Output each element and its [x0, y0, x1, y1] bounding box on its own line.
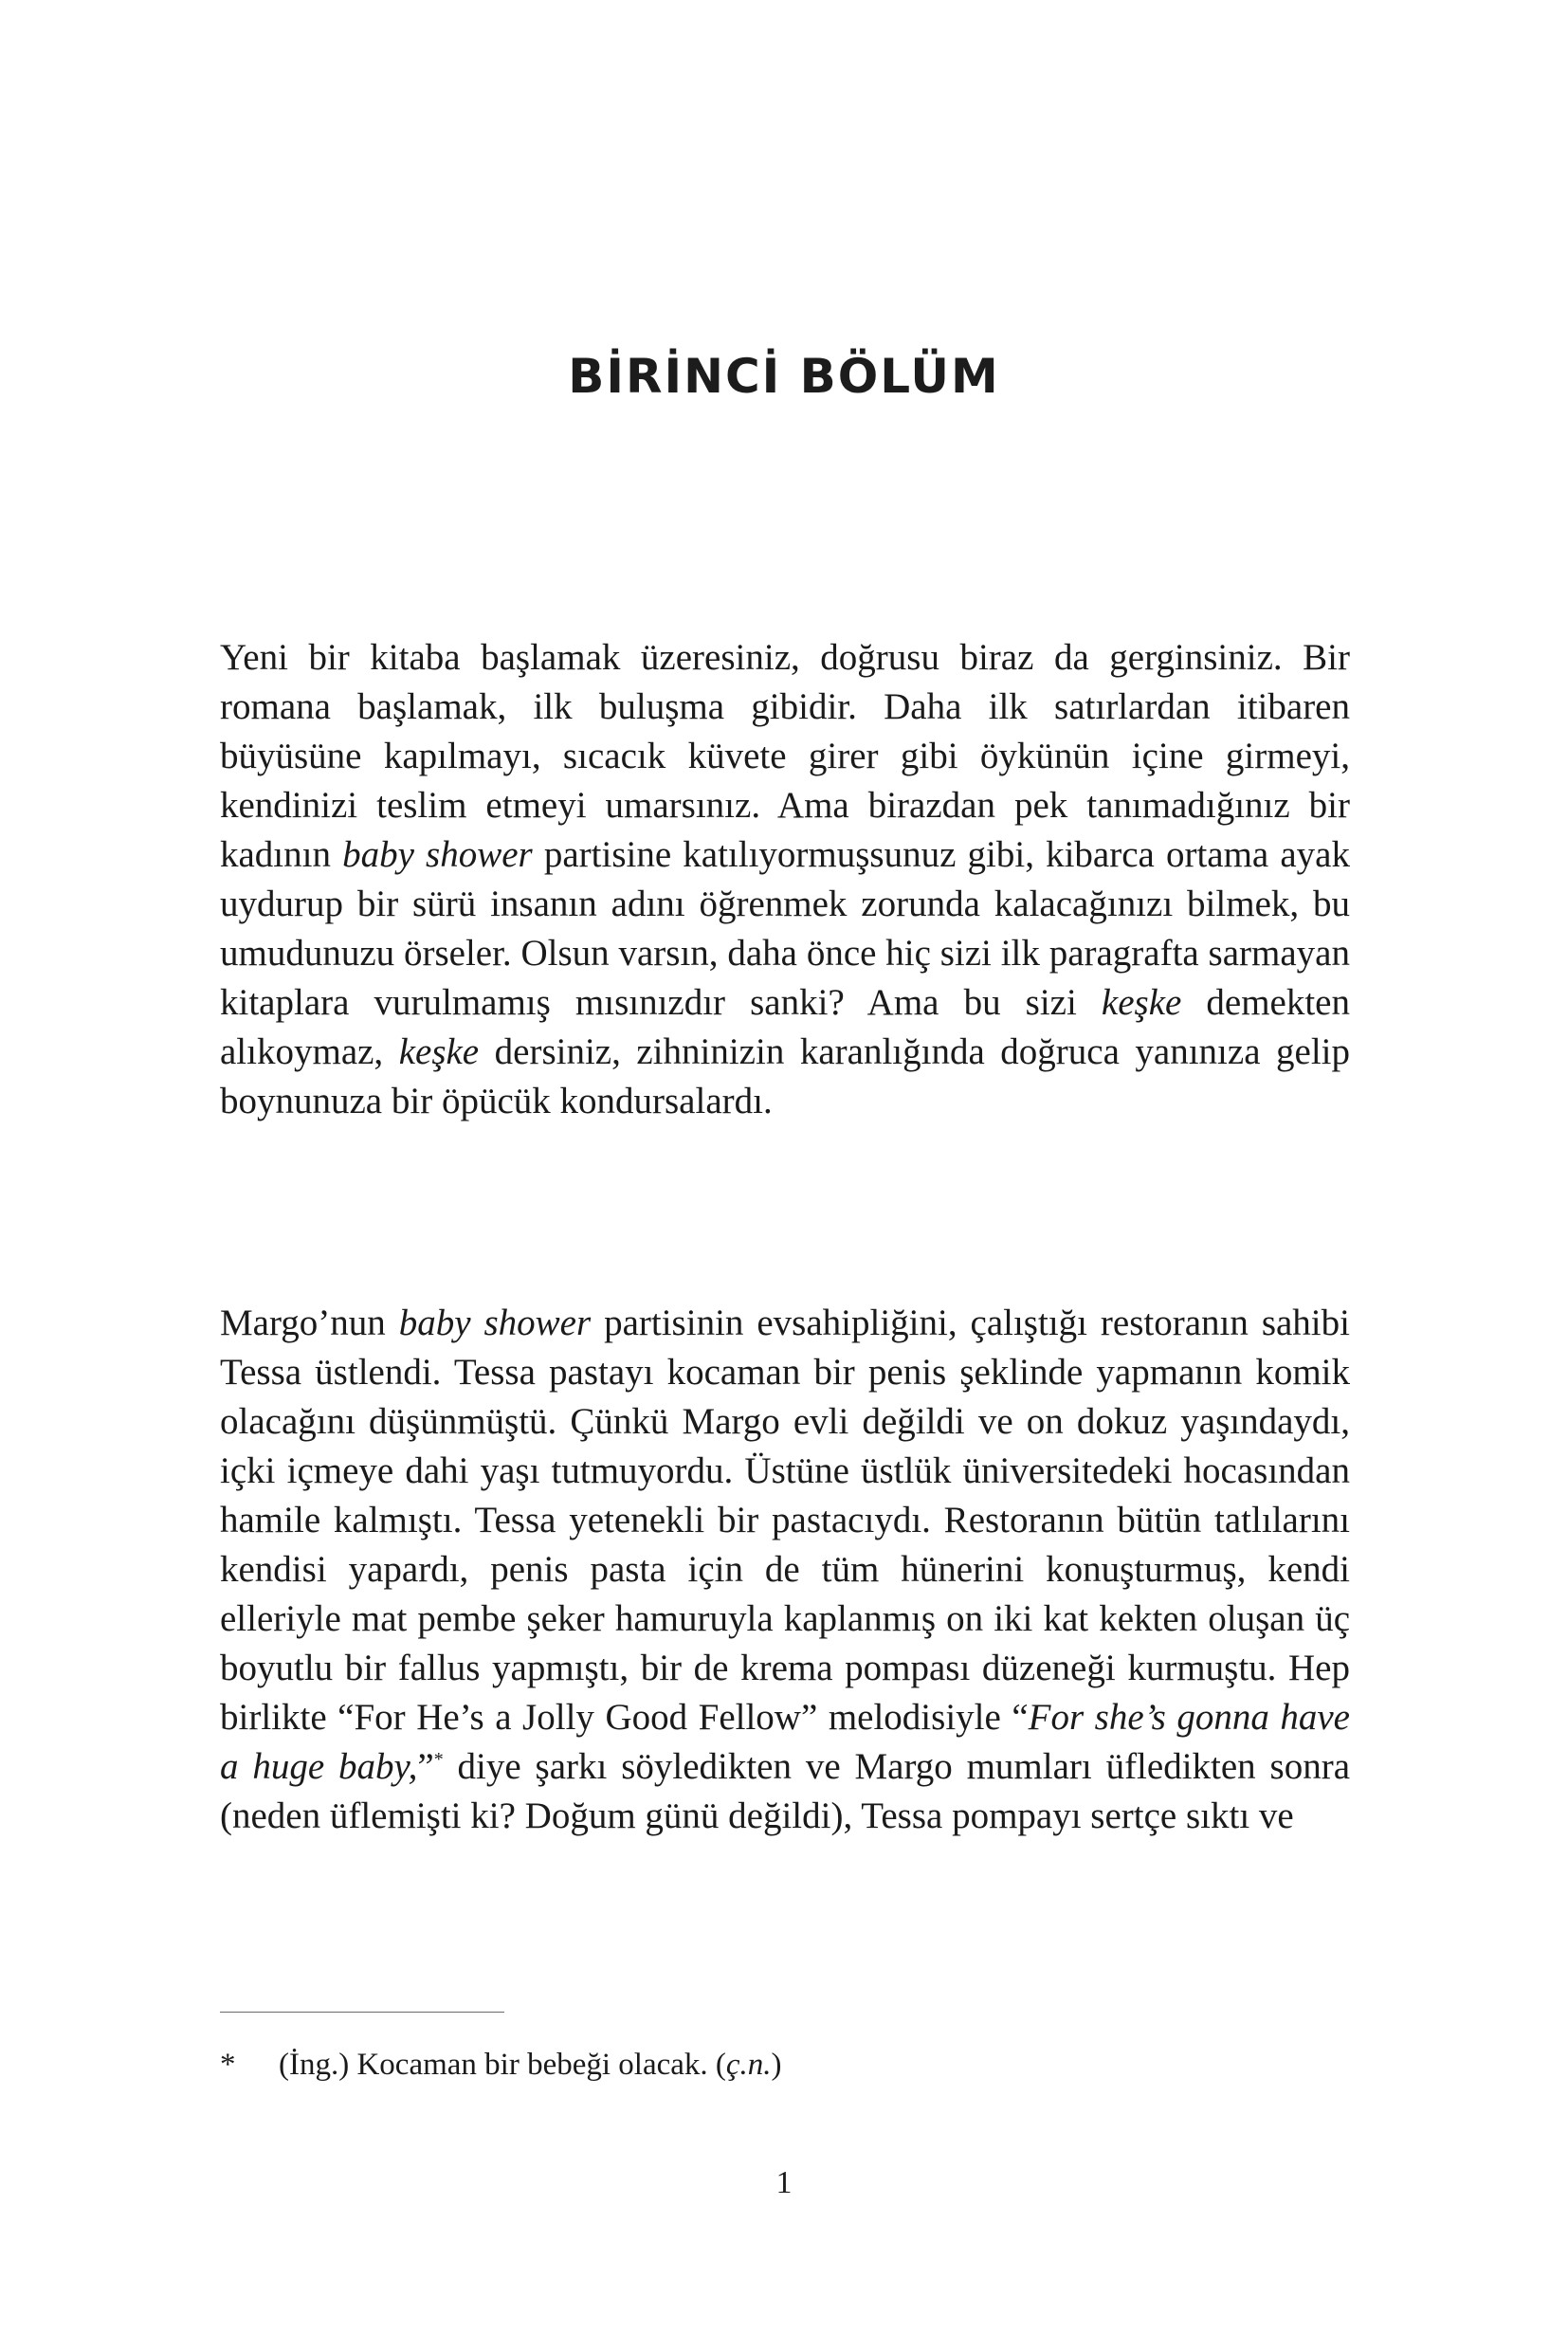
text-run: partisine katılıyormuşsunuz gibi, kibarca ortama ayak uydurup bir sürü insanın adını öğrenmek zorunda kalacağınızı bilmek, bu umudunuzu örseler. Olsun varsın, daha önce hiç sizi ilk paragrafta sarmayan kitaplara vurulmamış mısınızdır sanki? Ama bu sizi [220, 834, 1350, 1023]
footnote-text: (İng.) Kocaman bir bebeği olacak. ( [279, 2048, 726, 2082]
text-run: dersiniz, zihninizin karanlığında doğruca yanınıza gelip boynunuza bir öpücük kondursalardı. [220, 1031, 1350, 1121]
footnote-reference: * [433, 1749, 444, 1770]
italic-phrase: keşke [1101, 982, 1182, 1023]
text-run: Margo’nun [220, 1303, 399, 1343]
footnote-translator-note: ç.n. [725, 2048, 772, 2082]
text-run: diye şarkı söyledikten ve Margo mumları üfledikten sonra (neden üflemişti ki? Doğum günü değildi), Tessa pompayı sertçe sıktı ve [220, 1746, 1350, 1836]
italic-phrase: baby shower [342, 834, 533, 875]
footnote-close: ) [771, 2048, 782, 2082]
footnote [220, 2044, 782, 2086]
chapter-title: BİRİNCİ BÖLÜM [568, 349, 1000, 404]
text-run: ” [417, 1746, 434, 1787]
italic-phrase: keşke [398, 1031, 480, 1072]
text-run: Yeni bir kitaba başlamak üzeresiniz, doğrusu biraz da gerginsiniz. Bir romana başlamak, ilk buluşma gibidir. Daha ilk satırlardan itibaren büyüsüne kapılmayı, sıcacık küvete girer gibi öykünün içine girmeyi, kendinizi teslim etmeyi umarsınız. Ama birazdan pek tanımadığınız bir kadının [220, 637, 1350, 875]
text-run: demekten alıkoymaz, [220, 982, 1350, 1072]
paragraph [220, 1299, 1350, 1841]
paragraph [220, 633, 1350, 1126]
page-number: 1 [775, 2165, 793, 2200]
footnote-marker: * [220, 2048, 236, 2082]
footnote-divider [220, 2012, 504, 2013]
text-run: partisinin evsahipliğini, çalıştığı restoranın sahibi Tessa üstlendi. Tessa pastayı kocaman bir penis şeklinde yapmanın komik olacağını düşünmüştü. Çünkü Margo evli değildi ve on dokuz yaşındaydı, içki içmeye dahi yaşı tutmuyordu. Üstüne üstlük üniversitedeki hocasından hamile kalmıştı. Tessa yetenekli bir pastacıydı. Restoranın bütün tatlılarını kendisi yapardı, penis pasta için de tüm hünerini konuşturmuş, kendi elleriyle mat pembe şeker hamuruyla kaplanmış on iki kat kekten oluşan üç boyutlu bir fallus yapmıştı, bir de krema pompası düzeneği kurmuştu. Hep birlikte “For He’s a Jolly Good Fellow” melodisiyle “ [220, 1303, 1350, 1738]
italic-phrase: For she’s gonna have a huge baby, [220, 1697, 1350, 1787]
italic-phrase: baby shower [398, 1303, 592, 1343]
